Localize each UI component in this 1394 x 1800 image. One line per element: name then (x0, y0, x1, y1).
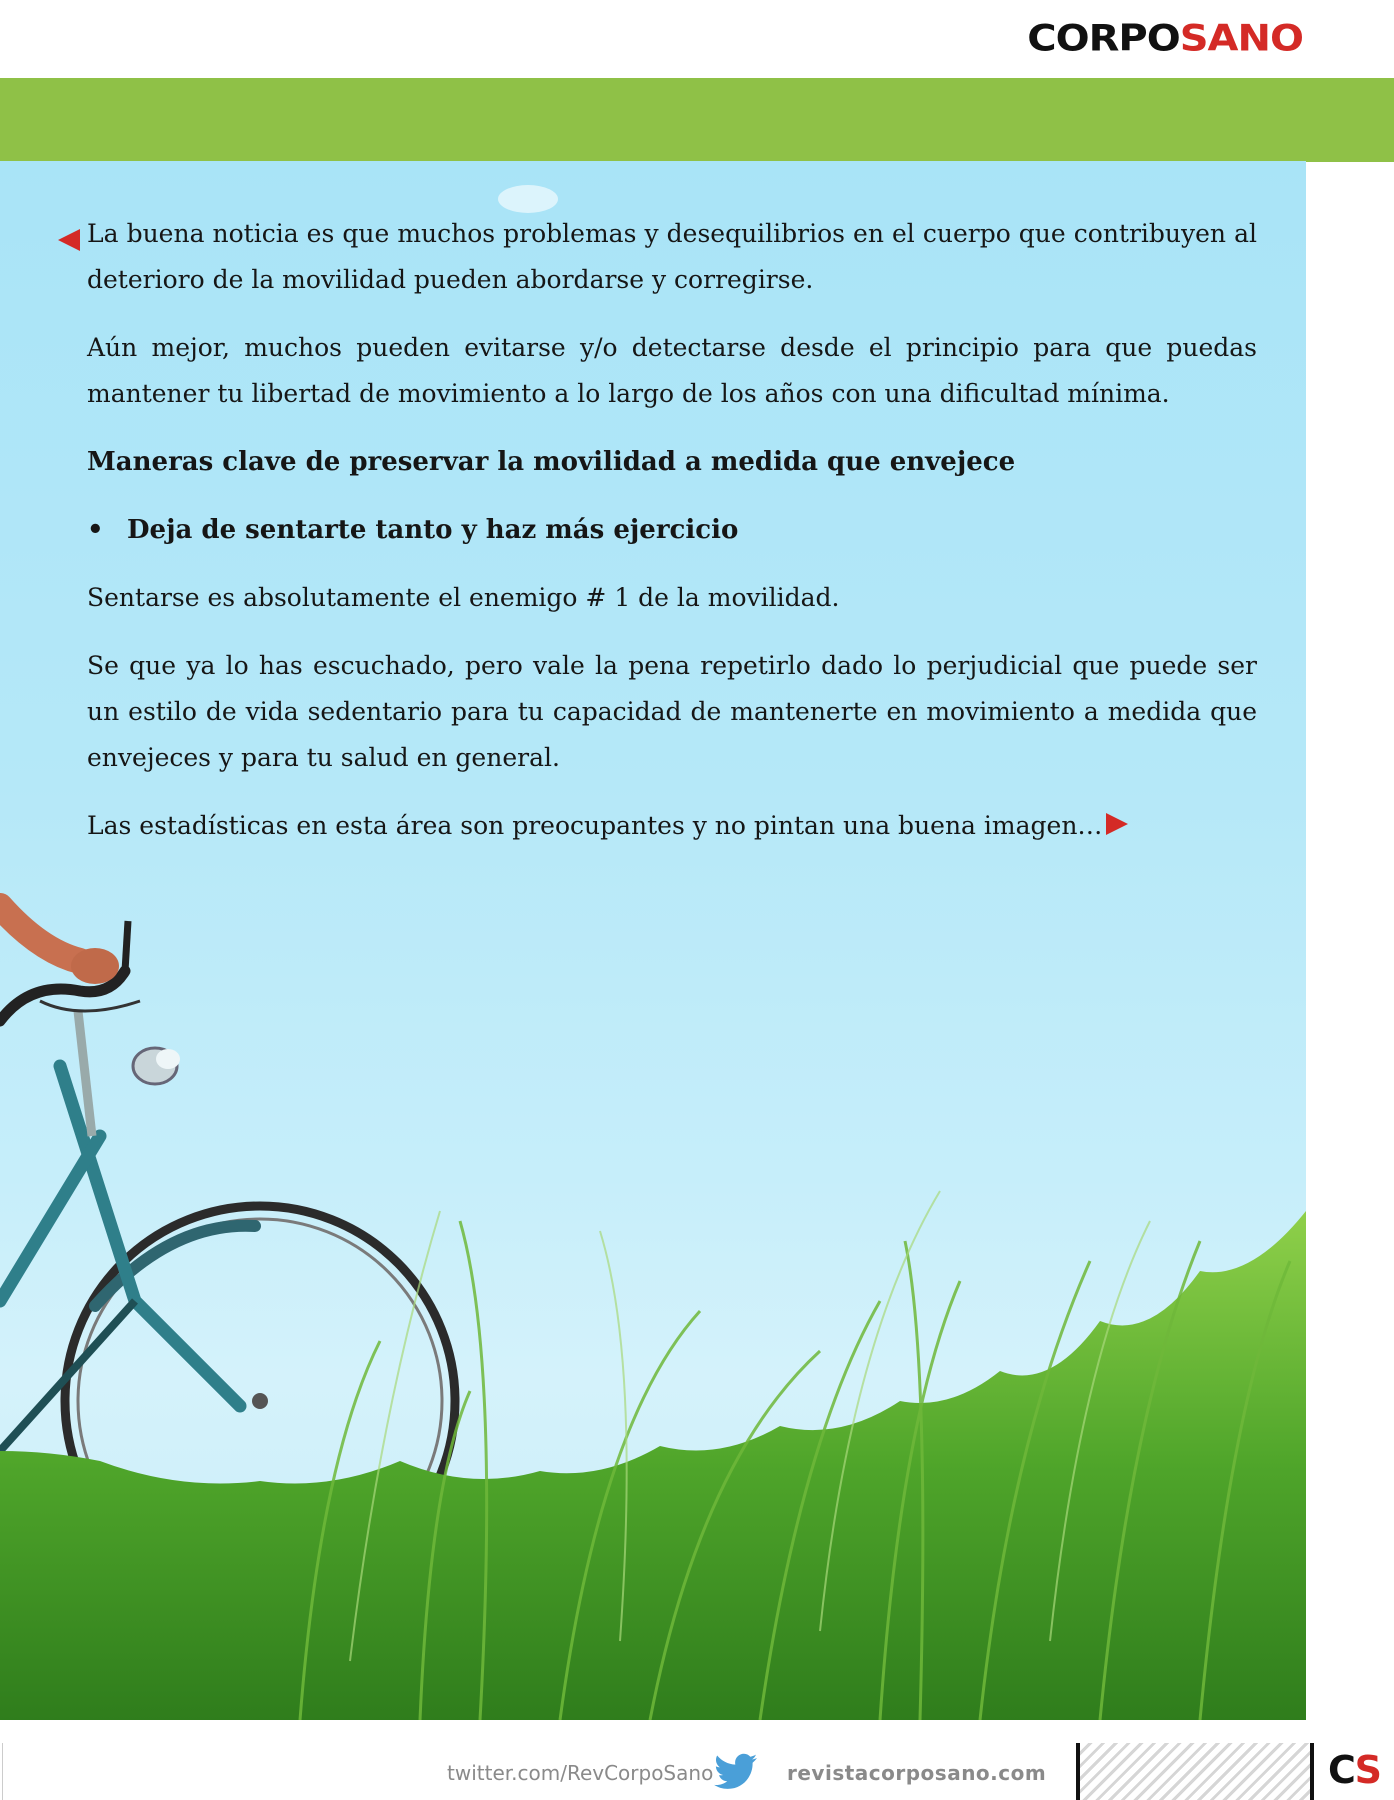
paragraph-statistics (87, 803, 1257, 849)
corposano-logo (1027, 17, 1303, 60)
bullet-mark: • (87, 515, 104, 545)
footer-divider (2, 1743, 3, 1800)
paragraph-even-better: Aún mejor, muchos pueden evitarse y/o detectarse desde el principio para que puedas mantener tu libertad de movimiento a lo largo de los años con una dificultad mínima. (87, 333, 1257, 408)
section-heading: Maneras clave de preservar la movilidad a medida que envejece (87, 447, 1016, 477)
arrow-left-icon (58, 229, 80, 251)
arrow-right-icon (1106, 813, 1128, 835)
bullet-text: Deja de sentarte tanto y haz más ejercicio (127, 515, 739, 545)
footer-stripe-block (1076, 1743, 1314, 1800)
page-footer (0, 1743, 1394, 1800)
paragraph-sedentary: Se que ya lo has escuchado, pero vale la pena repetirlo dado lo perjudicial que puede ser un estilo de vida sedentario para tu capacidad de mantenerte en movimiento a medida que envejeces y para tu salud en general. (87, 651, 1257, 772)
paragraph-sitting: Sentarse es absolutamente el enemigo # 1 de la movilidad. (87, 583, 840, 612)
paragraph-good-news: La buena noticia es que muchos problemas y desequilibrios en el cuerpo que contribuyen al deterioro de la movilidad pueden abordarse y corregirse. (87, 219, 1257, 294)
logo-sano: SANO (1179, 17, 1303, 60)
bullet-item (87, 507, 1257, 553)
statistics-text: Las estadísticas en esta área son preocupantes y no pintan una buena imagen… (87, 811, 1103, 840)
twitter-link[interactable]: twitter.com/RevCorpoSano (447, 1761, 714, 1785)
logo-corpo: CORPO (1027, 17, 1180, 60)
twitter-bird-icon[interactable] (713, 1753, 759, 1795)
website-link[interactable]: revistacorposano.com (787, 1761, 1047, 1785)
header-band (0, 78, 1394, 162)
cs-badge-logo: CS (1328, 1748, 1380, 1792)
article-body (87, 211, 1257, 871)
